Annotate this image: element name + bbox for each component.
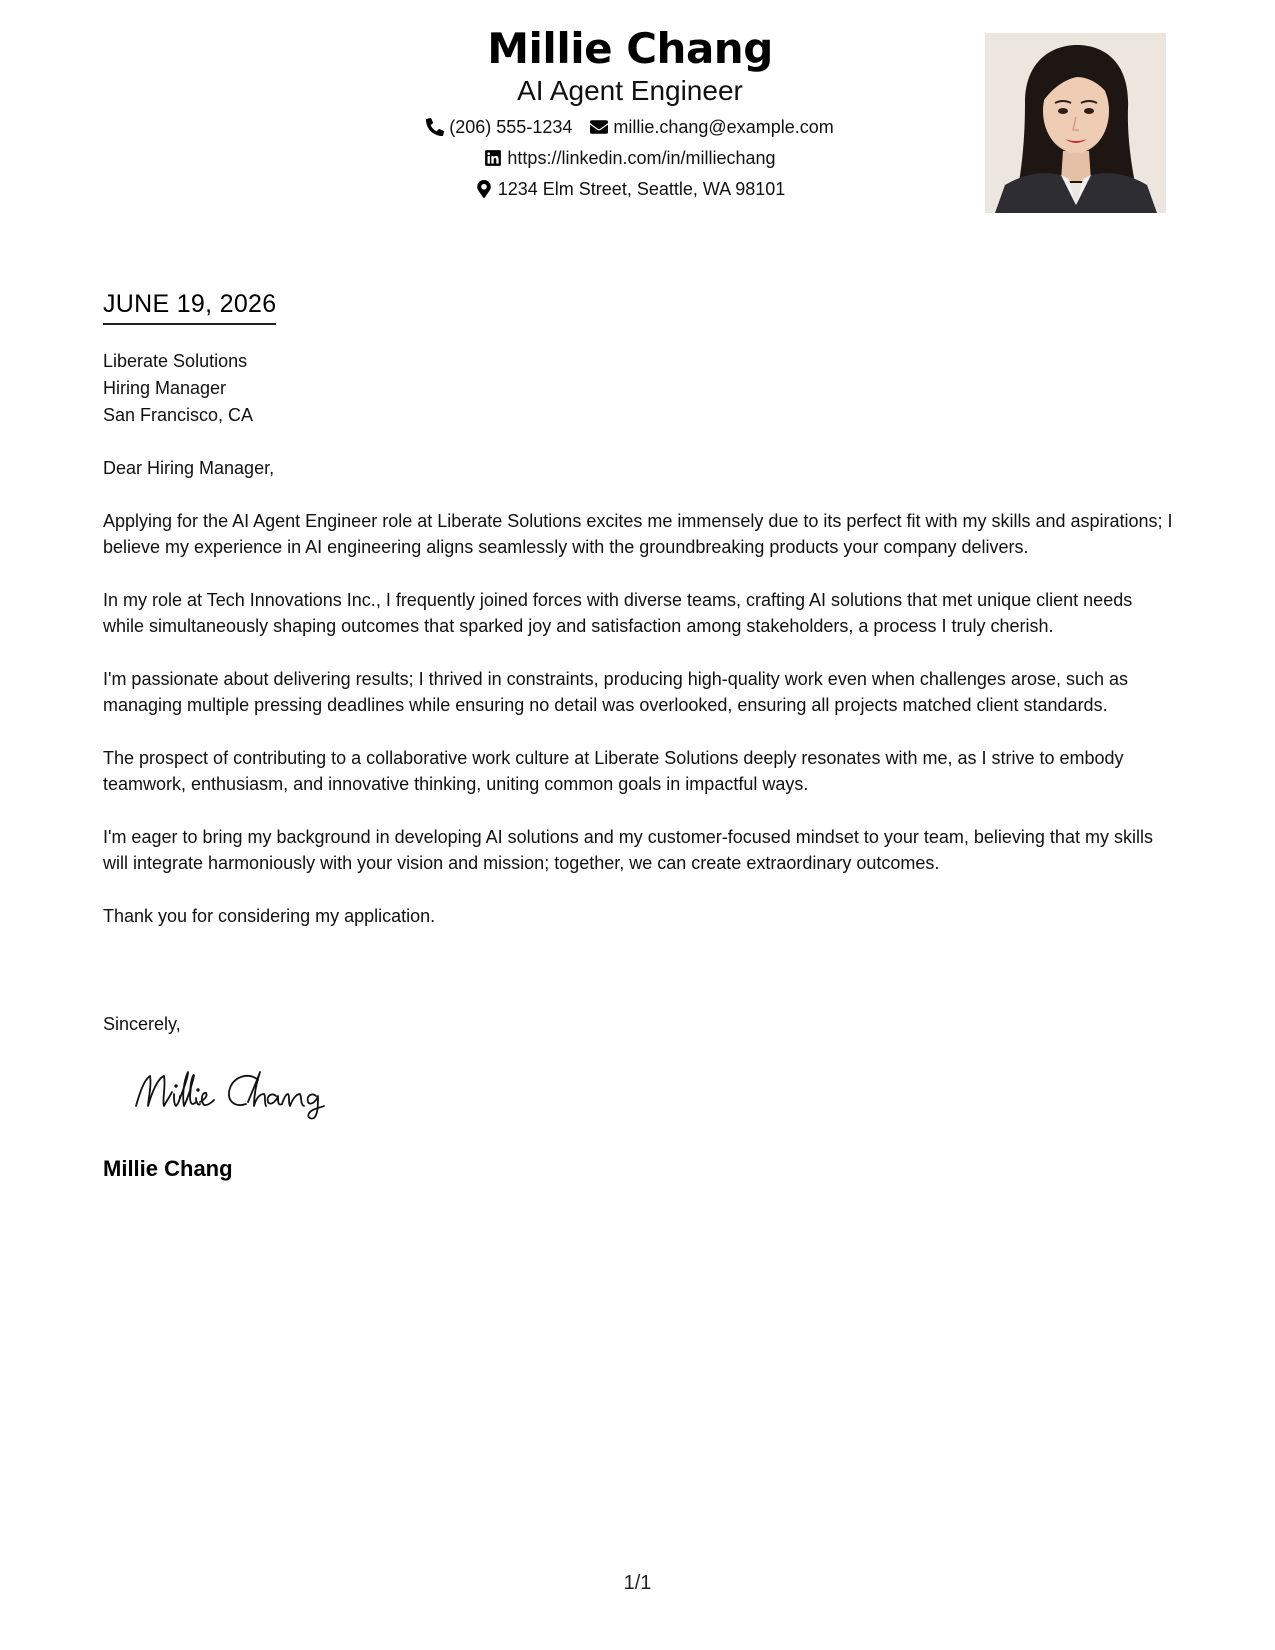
map-pin-icon [475,180,493,198]
closing: Sincerely, [103,1014,181,1034]
letter-header [320,22,940,200]
applicant-title: AI Agent Engineer [517,75,743,106]
letter-body [103,455,1175,955]
envelope-icon [590,118,608,136]
profile-photo [985,33,1166,213]
email-contact[interactable] [590,116,833,138]
address-contact [475,178,786,200]
paragraph: The prospect of contributing to a collaborative work culture at Liberate Solutions deeply resonates with me, as I strive to embody teamwork, enthusiasm, and innovative thinking, uniting common goals in impactful ways. [103,747,1124,794]
phone-icon [426,118,444,136]
recipient-company: Liberate Solutions [103,351,248,371]
paragraph: I'm eager to bring my background in developing AI solutions and my customer-focused mindset to your team, believing that my skills will integrate harmoniously with your vision and mission; together, we can create extraordinary outcomes. [103,826,1153,873]
paragraph: In my role at Tech Innovations Inc., I frequently joined forces with diverse teams, crafting AI solutions that met unique client needs while simultaneously shaping outcomes that sparked joy and satisfaction among stakeholders, a process I truly cherish. [103,589,1133,636]
letter-date: JUNE 19, 2026 [103,289,276,325]
paragraph: I'm passionate about delivering results; I thrived in constraints, producing high-quality work even when challenges arose, such as managing multiple pressing deadlines while ensuring no detail was overlooked, ensuring all projects matched client standards. [103,668,1128,715]
linkedin-text[interactable]: https://linkedin.com/in/milliechang [507,148,776,168]
paragraph: Applying for the AI Agent Engineer role at Liberate Solutions excites me immensely due to its perfect fit with my skills and aspirations; I believe my experience in AI engineering aligns seamlessly with the groundbreaking products your company delivers. [103,510,1173,557]
handwritten-signature [130,1062,350,1122]
linkedin-icon [484,149,502,167]
recipient-block [103,348,253,429]
paragraph: Thank you for considering my application. [103,905,436,926]
phone-text: (206) 555-1234 [449,117,573,137]
signer-name: Millie Chang [103,1156,233,1181]
contact-row-phone-email [320,116,940,138]
recipient-location: San Francisco, CA [103,405,254,425]
phone-contact [426,116,572,138]
contact-row-address [320,178,940,200]
address-text: 1234 Elm Street, Seattle, WA 98101 [497,179,786,199]
contact-row-linkedin [320,147,940,169]
linkedin-contact[interactable] [484,147,775,169]
applicant-name: Millie Chang [487,24,773,73]
recipient-role: Hiring Manager [103,378,227,398]
salutation: Dear Hiring Manager, [103,458,275,478]
email-text[interactable]: millie.chang@example.com [613,117,834,137]
page-number: 1/1 [623,1572,652,1594]
